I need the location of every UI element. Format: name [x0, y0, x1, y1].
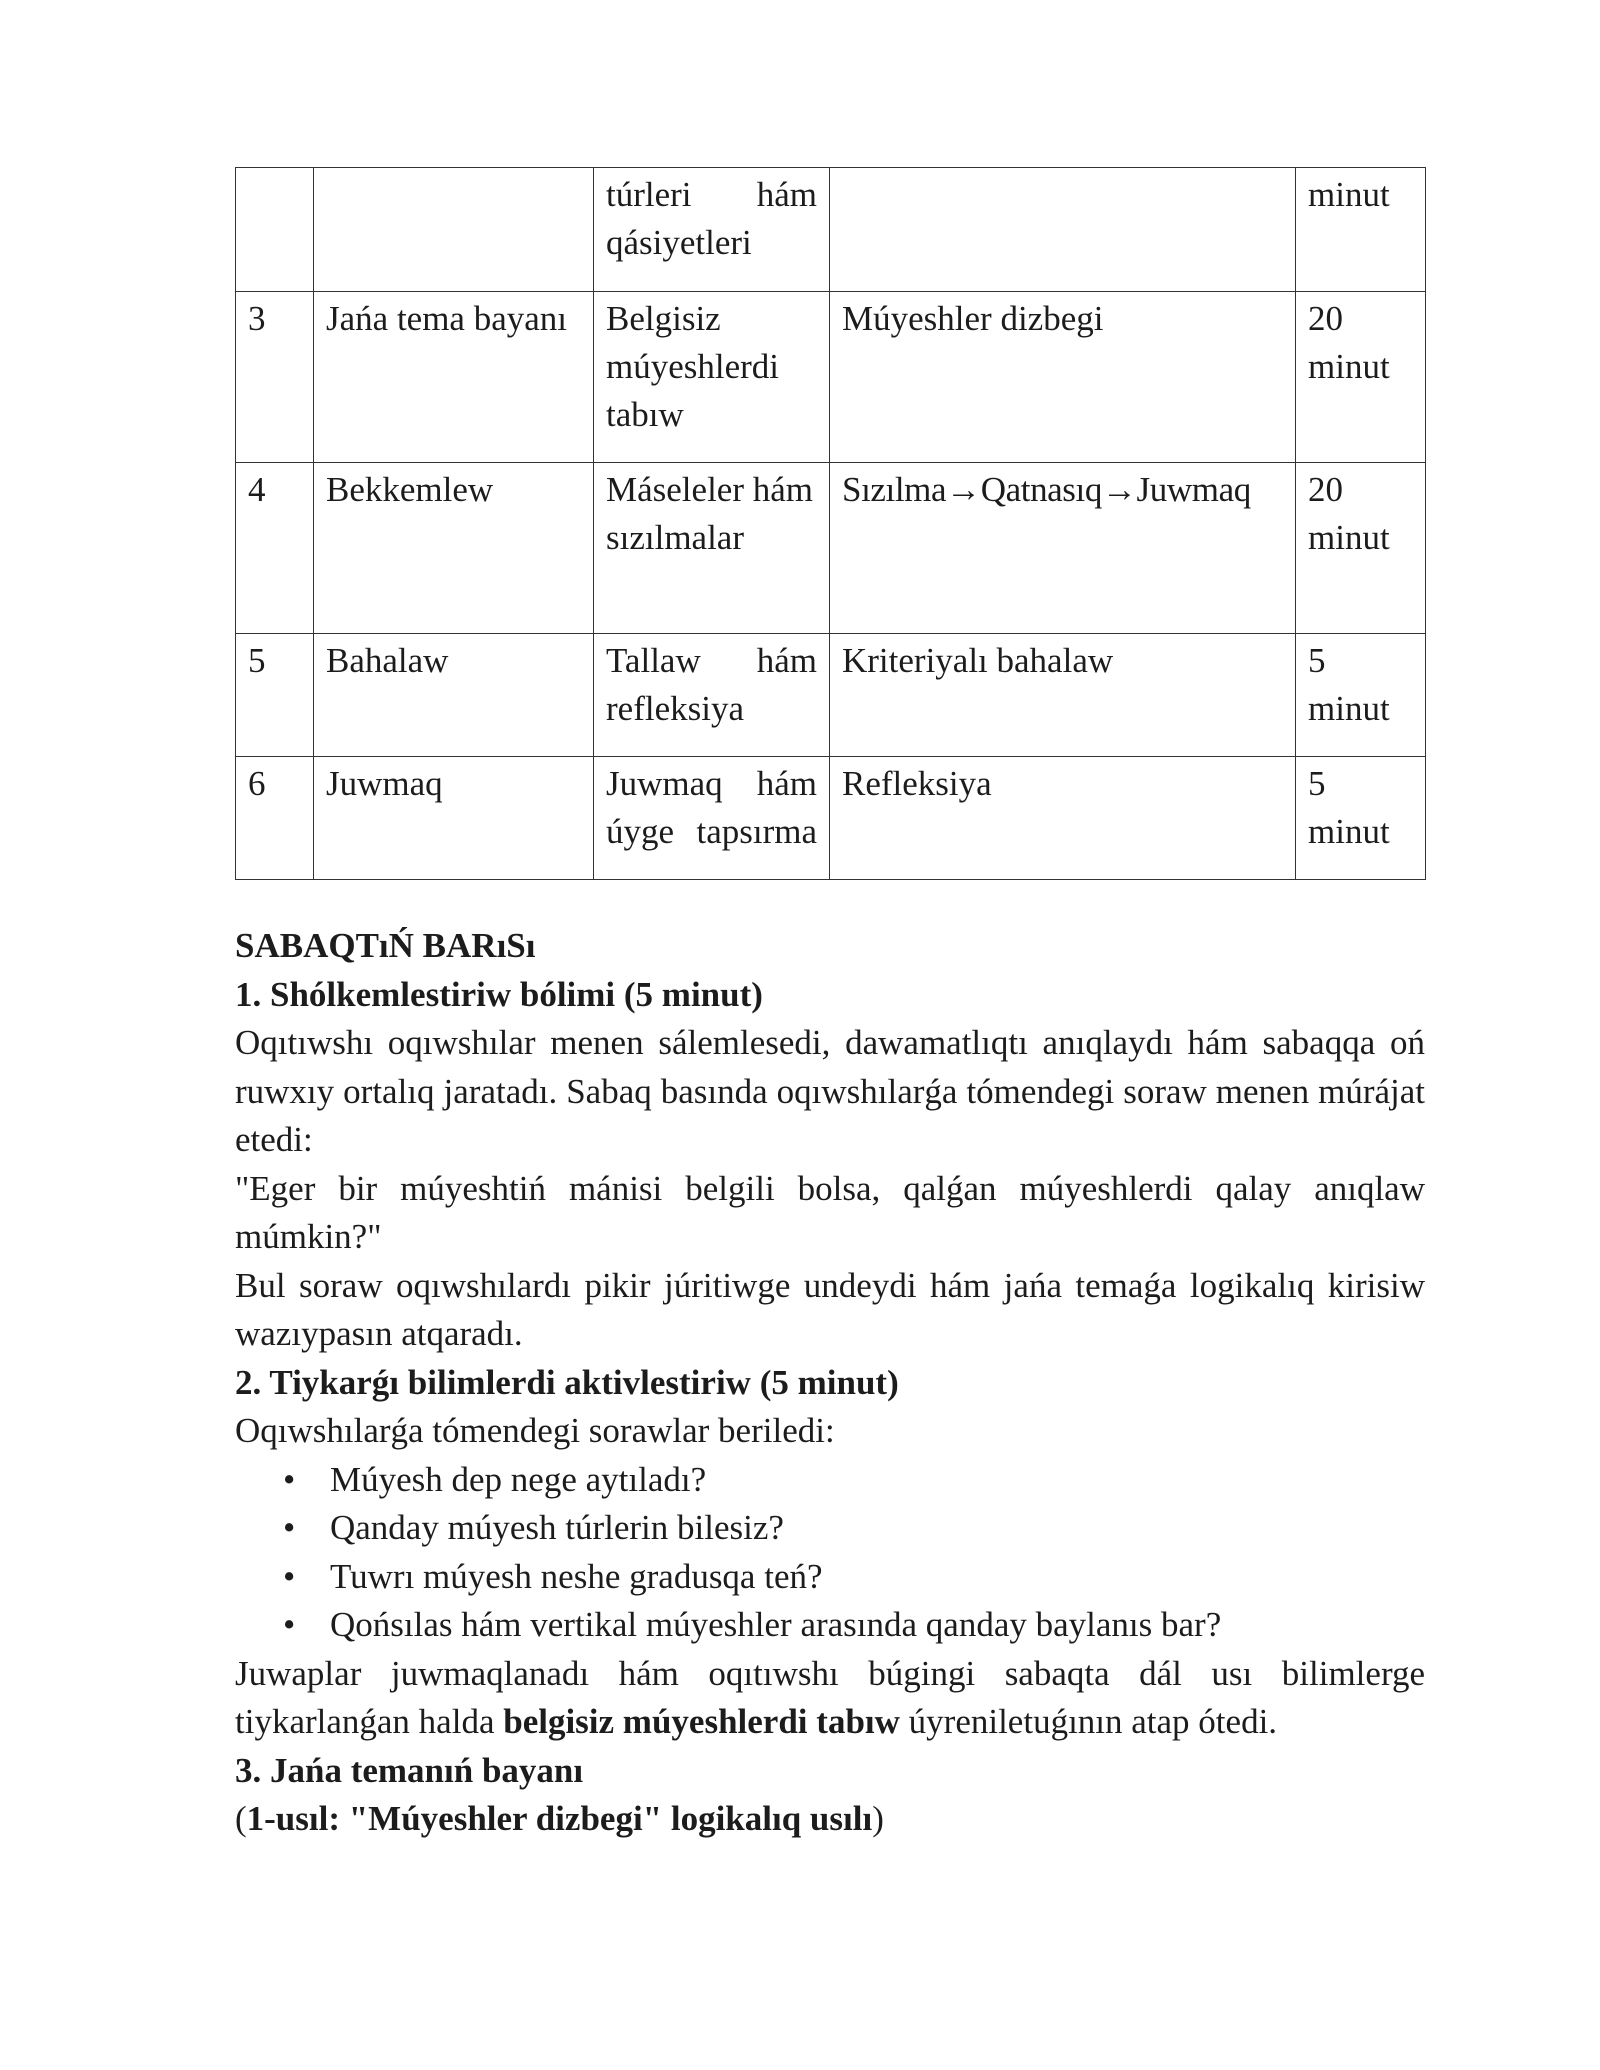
table-cell-content: Juwmaq hám úyge tapsırma	[594, 757, 830, 880]
lesson-progress-heading: SABAQTıŃ BARıSı	[235, 926, 536, 965]
section-2-intro: Oqıwshılarǵa tómendegi sorawlar beriledi:	[235, 1411, 835, 1450]
lesson-plan-table	[235, 167, 1426, 880]
section-3-close-paren: )	[872, 1799, 884, 1838]
section-3-subtitle-line	[235, 1795, 1425, 1844]
table-cell-method: Múyeshler dizbegi	[830, 292, 1296, 463]
section-3-open-paren: (	[235, 1799, 247, 1838]
section-1-question: "Eger bir múyeshtiń mánisi belgili bolsa, qalǵan múyeshlerdi qalay anıqlaw múmkin?"	[235, 1168, 1425, 1256]
table-cell-number: 3	[236, 292, 314, 463]
section-1-paragraph: Oqıtıwshı oqıwshılar menen sálemlesedi, dawamatlıqtı anıqlaydı hám sabaqqa oń ruwxıy ortalıq jaratadı. Sabaq basında oqıwshılarǵa tómendegi soraw menen múrájat etedi:	[235, 1023, 1425, 1159]
table-cell-stage: Bekkemlew	[314, 463, 594, 634]
table-cell-time: minut	[1296, 168, 1426, 292]
table-cell-method	[830, 168, 1296, 292]
table-row	[236, 634, 1426, 757]
section-2-title: 2. Tiykarǵı bilimlerdi aktivlestiriw (5 minut)	[235, 1362, 899, 1402]
table-cell-time: 5 minut	[1296, 634, 1426, 757]
table-cell-number: 6	[236, 757, 314, 880]
section-3-subtitle: 1-usıl: "Múyeshler dizbegi" logikalıq usılı	[246, 1799, 873, 1838]
lesson-body	[235, 922, 1425, 1844]
section-3-title: 3. Jańa temanıń bayanı	[235, 1750, 584, 1790]
section-2-paragraph-bold: belgisiz múyeshlerdi tabıw	[503, 1702, 900, 1741]
list-item: • Tuwrı múyesh neshe gradusqa teń?	[330, 1553, 1425, 1602]
section-2-paragraph-end: úyreniletuǵının atap ótedi.	[899, 1702, 1278, 1741]
table-cell-content: Máseleler hám sızılmalar	[594, 463, 830, 634]
table-cell-time: 20 minut	[1296, 463, 1426, 634]
list-item: • Qanday múyesh túrlerin bilesiz?	[330, 1504, 1425, 1553]
section-2-paragraph-start: Juwaplar juwmaqlanadı hám oqıtıwshı búgingi sabaqta dál usı bilimlerge tiykarlanǵan halda	[235, 1653, 1425, 1741]
list-item: • Qońsılas hám vertikal múyeshler arasında qanday baylanıs bar?	[330, 1601, 1425, 1650]
table-cell-stage	[314, 168, 594, 292]
table-cell-number: 5	[236, 634, 314, 757]
table-row	[236, 757, 1426, 880]
table-cell-method: Refleksiya	[830, 757, 1296, 880]
question-list	[235, 1456, 1425, 1650]
table-row	[236, 168, 1426, 292]
list-item: • Múyesh dep nege aytıladı?	[330, 1456, 1425, 1505]
table-cell-method: Kriteriyalı bahalaw	[830, 634, 1296, 757]
table-cell-content: Belgisiz múyeshlerdi tabıw	[594, 292, 830, 463]
table-cell-time: 20 minut	[1296, 292, 1426, 463]
table-cell-number	[236, 168, 314, 292]
table-cell-stage: Jańa tema bayanı	[314, 292, 594, 463]
section-1-title: 1. Shólkemlestiriw bólimi (5 minut)	[235, 974, 763, 1014]
section-1-paragraph-2: Bul soraw oqıwshılardı pikir júritiwge undeydi hám jańa temaǵa logikalıq kirisiw wazıypasın atqaradı.	[235, 1265, 1425, 1353]
table-cell-content: Tallaw hám refleksiya	[594, 634, 830, 757]
table-cell-stage: Juwmaq	[314, 757, 594, 880]
table-cell-time: 5 minut	[1296, 757, 1426, 880]
section-2-paragraph	[235, 1650, 1425, 1747]
table-cell-stage: Bahalaw	[314, 634, 594, 757]
table-cell-number: 4	[236, 463, 314, 634]
table-row	[236, 463, 1426, 634]
table-row	[236, 292, 1426, 463]
table-cell-content: túrleri hám qásiyetleri	[594, 168, 830, 292]
table-cell-method: Sızılma→Qatnasıq→Juwmaq	[830, 463, 1296, 634]
